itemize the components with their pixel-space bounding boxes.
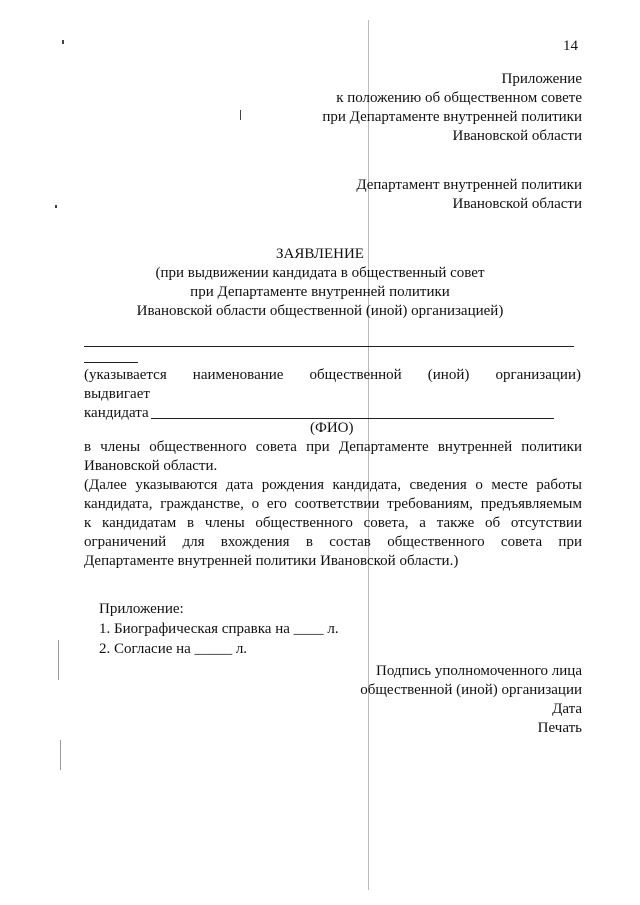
appendix-line-1: Приложение <box>501 71 582 87</box>
scan-speck <box>58 640 59 680</box>
title-subtitle-1: (при выдвижении кандидата в общественный совет <box>155 265 485 281</box>
appendix-line-2: к положению об общественном совете <box>336 90 582 106</box>
scan-speck <box>60 740 61 770</box>
details-line-2: кандидата, гражданстве, о его соответствии требованиям, предъявляемым <box>84 496 582 512</box>
organization-name-line <box>84 346 574 347</box>
stamp-label: Печать <box>537 720 582 736</box>
attachment-item-2: 2. Согласие на _____ л. <box>99 641 248 657</box>
organization-name-line-2 <box>84 362 138 363</box>
org-hint-word-5: организации) <box>495 367 581 383</box>
attachment-item-1: 1. Биографическая справка на ____ л. <box>99 621 339 637</box>
nominates-text: выдвигает <box>84 386 150 402</box>
signature-line-1: Подпись уполномоченного лица <box>376 663 582 679</box>
appendix-line-3: при Департаменте внутренней политики <box>322 109 582 125</box>
members-line-1: в члены общественного совета при Департаменте внутренней политики <box>84 439 582 455</box>
org-hint-word-2: наименование <box>192 367 284 383</box>
members-line-2: Ивановской области. <box>84 458 218 474</box>
document-title: ЗАЯВЛЕНИЕ <box>276 246 364 262</box>
addressee-line-2: Ивановской области <box>452 196 582 212</box>
title-subtitle-2: при Департаменте внутренней политики <box>190 284 450 300</box>
scan-speck <box>62 40 64 44</box>
details-line-1: (Далее указываются дата рождения кандидата, сведения о месте работы <box>84 477 582 493</box>
page-number: 14 <box>563 38 578 54</box>
addressee-line-1: Департамент внутренней политики <box>356 177 582 193</box>
attachments-heading: Приложение: <box>99 601 184 617</box>
date-label: Дата <box>552 701 582 717</box>
org-hint <box>84 366 581 385</box>
scan-speck <box>240 110 241 120</box>
signature-line-2: общественной (иной) организации <box>360 682 582 698</box>
details-line-5: Департаменте внутренней политики Ивановской области.) <box>84 553 459 569</box>
appendix-line-4: Ивановской области <box>452 128 582 144</box>
title-subtitle-3: Ивановской области общественной (иной) организацией) <box>136 303 504 319</box>
org-hint-word-3: общественной <box>309 367 402 383</box>
candidate-label: кандидата <box>84 405 149 421</box>
org-hint-word-4: (иной) <box>427 367 470 383</box>
details-line-4: ограничений для вхождения в состав общественного совета при <box>84 534 582 550</box>
org-hint-word-1: (указывается <box>84 367 167 383</box>
details-line-3: к кандидатам в члены общественного совета, а также об отсутствии <box>84 515 582 531</box>
fio-caption: (ФИО) <box>310 420 354 436</box>
scan-speck <box>55 205 57 208</box>
